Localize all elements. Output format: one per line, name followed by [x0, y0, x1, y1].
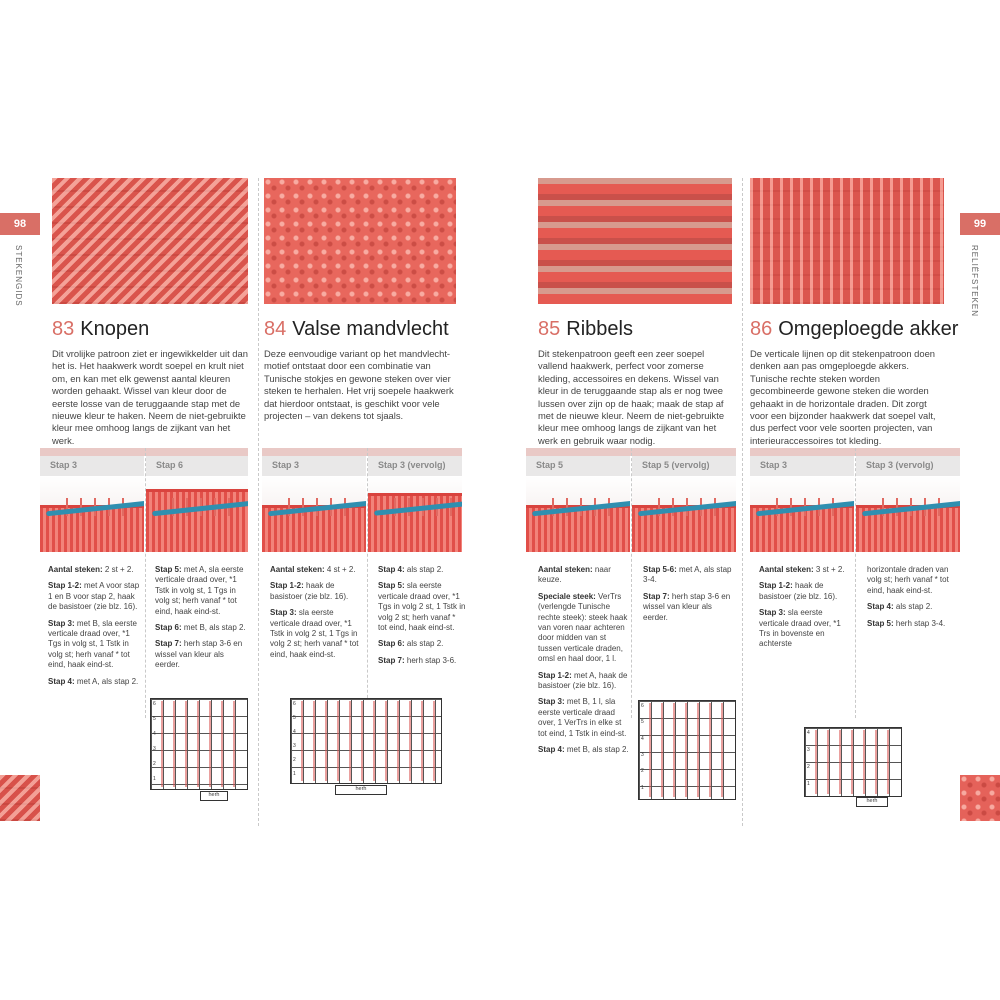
instruction-key: Stap 1-2: — [270, 581, 304, 591]
instructions — [270, 565, 364, 666]
chart-row-number: 5 — [641, 719, 644, 726]
step-photo — [146, 456, 248, 552]
instruction-key: Stap 6: — [378, 639, 405, 649]
instruction-text: met B, als stap 2. — [564, 745, 629, 755]
chart-row-number: 4 — [153, 731, 156, 737]
instruction-key: Stap 5-6: — [643, 565, 677, 574]
stitch-83-description: Dit vrolijke patroon ziet er ingewikkelder uit dan het is. Het haakwerk wordt soepel en krult niet om, en kan met elk gewenst aantal kleuren worden gehaakt. Wissel van kleur door de eerste losse van de teruggaande stap met de nieuwe kleur te haken. Neem de niet-gebruikte kleur mee omhoog langs de zijkant van het werk. — [52, 348, 248, 446]
step-photo — [262, 456, 366, 552]
instruction-line — [378, 639, 466, 649]
instruction-line — [48, 565, 142, 575]
instruction-key: Stap 4: — [538, 745, 565, 755]
instruction-text: sla eerste verticale draad over, *1 Tgs in volg 2 st, 1 Tstk in volg 2 st; herh vanaf * tot eind, haak eind-st. — [378, 581, 466, 633]
chart-row-number: 1 — [641, 784, 644, 791]
chart-row-number: 6 — [153, 701, 156, 707]
instruction-line — [538, 592, 630, 665]
stitch-86-title: 86 Omgeploegde akker — [750, 318, 959, 340]
instruction-text: 3 st + 2. — [813, 565, 845, 574]
instruction-line — [759, 581, 851, 602]
instruction-text: haak de basistoer (zie blz. 16). — [270, 581, 349, 601]
instruction-key: Aantal steken: — [538, 565, 593, 574]
step-label: Stap 3 — [50, 460, 78, 470]
instruction-line — [867, 602, 957, 612]
step-header-bar — [40, 448, 248, 456]
instruction-text: met A, sla eerste verticale draad over, *1 Tstk in volg st, 1 Tgs in volg st; herh vanaf * tot eind, haak eind-st. — [155, 565, 244, 616]
instruction-text: 4 st + 2. — [324, 565, 356, 574]
page-number-right: 99 — [960, 213, 1000, 235]
stitch-86-description: De verticale lijnen op dit stekenpatroon doen denken aan pas omgeploegde akkers. Tunische rechte steken worden gecombineerde gewone steken die worden gehaakt in de horizontale draden. Dit zorgt voor een bijzonder haakwerk dat soepel valt, dus perfect voor vele soorten projecten, van interieuraccessoires tot kleding. — [750, 348, 936, 446]
chart-row-number: 4 — [641, 735, 644, 742]
instruction-text: met A voor stap 1 en B voor stap 2, haak de basistoer (zie blz. 16). — [48, 581, 140, 612]
step-divider — [145, 448, 147, 718]
stitch-84-chart — [290, 698, 442, 784]
step-divider — [631, 448, 633, 718]
instruction-text: met A, als stap 3-4. — [643, 565, 732, 585]
stitch-84-description: Deze eenvoudige variant op het mandvlecht-motief ontstaat door een combinatie van Tunische stokjes en gewone steken over vier steken te herhalen. Het vrij soepele haakwerk dat hierdoor ontstaat, is geschikt voor vele projecten – van dekens tot sjaals. — [264, 348, 454, 422]
instruction-line — [270, 581, 364, 602]
instruction-line — [378, 565, 466, 575]
instruction-line — [759, 608, 851, 650]
instruction-key: Aantal steken: — [270, 565, 325, 574]
instruction-text: herh stap 3-6 en wissel van kleur als eerder. — [643, 591, 731, 622]
instructions — [867, 565, 957, 635]
stitch-84-title: 84 Valse mandvlecht — [264, 318, 449, 340]
instruction-line — [867, 565, 957, 596]
instruction-key: Stap 1-2: — [538, 670, 572, 680]
instruction-text: sla eerste verticale draad over, *1 Trs in bovenste en achterste — [759, 608, 841, 649]
step-divider — [367, 448, 369, 718]
instructions — [48, 565, 142, 693]
instruction-text: herh stap 3-4. — [893, 618, 946, 628]
instruction-key: Stap 7: — [378, 655, 405, 665]
step-photo — [526, 456, 630, 552]
chart-repeat-label: herh — [335, 785, 387, 795]
instruction-text: met A, als stap 2. — [74, 676, 139, 686]
instruction-text: herh stap 3-6 en wissel van kleur als eerder. — [155, 639, 243, 670]
instruction-key: Stap 7: — [643, 591, 670, 601]
stitch-85-description: Dit stekenpatroon geeft een zeer soepel vallend haakwerk, perfect voor zomerse kleding, accessoires en dekens. Wissel van kleur in de teruggaande stap als er nog twee lussen over zijn op de haak; maak de stap af met de nieuwe kleur. Neem de niet-gebruikte kleur mee omhoog langs de zijkant van het werk en gebruik waar nodig. — [538, 348, 725, 446]
instruction-text: met B, 1 l, sla eerste verticale draad over, 1 VerTrs in elke st tot eind, 1 Tstk in eind-st. — [538, 697, 627, 738]
chart-row-number: 2 — [807, 764, 810, 770]
instruction-line — [643, 565, 735, 586]
chart-row-number: 6 — [293, 701, 296, 707]
page-number-left: 98 — [0, 213, 40, 235]
step-photo — [368, 456, 462, 552]
instruction-line — [48, 581, 142, 612]
stitch-83-chart — [150, 698, 248, 790]
chart-row-number: 5 — [153, 716, 156, 722]
instruction-key: Stap 5: — [378, 581, 405, 591]
instruction-key: Stap 6: — [155, 623, 182, 633]
step-photo — [856, 456, 960, 552]
instruction-text: herh stap 3-6. — [404, 655, 457, 665]
chart-row-number: 1 — [293, 771, 296, 777]
chart-row-number: 3 — [153, 746, 156, 752]
instruction-line — [155, 639, 249, 670]
instructions — [378, 565, 466, 672]
corner-swatch — [960, 775, 1000, 821]
stitch-83-title: 83 Knopen — [52, 318, 150, 340]
stitch-86-chart — [804, 727, 902, 797]
step-label: Stap 3 — [760, 460, 788, 470]
instruction-text: 2 st + 2. — [102, 565, 134, 574]
chart-row-number: 2 — [641, 768, 644, 775]
instruction-line — [270, 565, 364, 575]
instruction-key: Stap 1-2: — [48, 581, 82, 591]
instruction-text: horizontale draden van volg st; herh vanaf * tot eind, haak eind-st. — [867, 565, 949, 595]
chart-row-number: 2 — [153, 761, 156, 767]
instruction-key: Stap 4: — [378, 565, 405, 574]
instruction-line — [48, 677, 142, 687]
instruction-line — [48, 619, 142, 671]
instruction-text: als stap 2. — [404, 639, 444, 649]
instructions — [538, 565, 630, 762]
chart-repeat-label: herh — [200, 791, 228, 801]
instruction-text: als stap 2. — [404, 565, 444, 574]
instruction-text: met B, als stap 2. — [181, 623, 246, 633]
instruction-line — [155, 623, 249, 633]
step-photo — [632, 456, 736, 552]
instruction-text: met A, haak de basistoer (zie blz. 16). — [538, 670, 628, 691]
chart-row-number: 1 — [807, 781, 810, 787]
instruction-text: als stap 2. — [893, 602, 933, 612]
instruction-line — [538, 565, 630, 586]
instruction-key: Stap 3: — [270, 608, 297, 618]
section-label-right: RELIËFSTEKEN — [970, 245, 979, 318]
column-divider — [258, 178, 260, 826]
instruction-key: Stap 3: — [48, 618, 75, 628]
chart-row-number: 1 — [153, 776, 156, 782]
instruction-text: sla eerste verticale draad over, *1 Tstk in volg 2 st, 1 Tgs in volg 2 st; herh vanaf * tot eind, haak eind-st. — [270, 608, 359, 659]
instruction-key: Aantal steken: — [48, 565, 103, 574]
instructions — [155, 565, 249, 677]
instruction-key: Stap 5: — [867, 618, 894, 628]
step-label: Stap 3 (vervolg) — [866, 460, 934, 470]
instruction-text: VerTrs (verlengde Tunische rechte steek): steek haak van voren naar achteren door midden van st tussen verticale draden, omsl en haal door, 1 l. — [538, 591, 628, 664]
instruction-key: Aantal steken: — [759, 565, 814, 574]
instruction-line — [538, 697, 630, 739]
chart-row-number: 6 — [641, 703, 644, 709]
step-photo — [750, 456, 854, 552]
instruction-line — [867, 619, 957, 629]
step-divider — [855, 448, 857, 718]
step-label: Stap 5 — [536, 460, 564, 470]
instruction-key: Stap 3: — [759, 608, 786, 618]
chart-row-number: 2 — [293, 757, 296, 763]
instruction-line — [378, 581, 466, 633]
stitch-85-chart — [638, 700, 736, 800]
instruction-line — [538, 745, 630, 755]
instruction-line — [643, 592, 735, 623]
corner-swatch — [0, 775, 40, 821]
step-label: Stap 3 (vervolg) — [378, 460, 446, 470]
column-divider — [742, 178, 744, 826]
chart-repeat-label: herh — [856, 797, 888, 807]
chart-row-number: 4 — [807, 730, 810, 736]
stitch-86-photo — [750, 178, 944, 304]
instruction-line — [538, 671, 630, 692]
step-header-bar — [262, 448, 462, 456]
step-label: Stap 5 (vervolg) — [642, 460, 710, 470]
chart-row-number: 3 — [293, 743, 296, 749]
chart-row-number: 3 — [807, 747, 810, 753]
stitch-84-photo — [264, 178, 456, 304]
instruction-line — [155, 565, 249, 617]
chart-row-number: 3 — [641, 752, 644, 758]
chart-row-number: 5 — [293, 715, 296, 721]
instruction-key: Stap 1-2: — [759, 581, 793, 591]
stitch-85-title: 85 Ribbels — [538, 318, 633, 340]
step-label: Stap 6 — [156, 460, 184, 470]
instruction-key: Stap 3: — [538, 697, 565, 707]
instruction-text: haak de basistoer (zie blz. 16). — [759, 581, 838, 601]
stitch-83-photo — [52, 178, 248, 304]
instructions — [759, 565, 851, 656]
instruction-line — [270, 608, 364, 660]
step-label: Stap 3 — [272, 460, 300, 470]
instruction-key: Stap 7: — [155, 639, 182, 649]
instruction-key: Stap 4: — [867, 602, 894, 612]
instruction-text: naar keuze. — [538, 565, 611, 585]
instruction-key: Stap 5: — [155, 565, 182, 574]
chart-row-number: 4 — [293, 729, 296, 735]
instruction-key: Stap 4: — [48, 676, 75, 686]
step-photo — [40, 456, 144, 552]
instruction-key: Speciale steek: — [538, 591, 596, 601]
stitch-85-photo — [538, 178, 732, 304]
section-label-left: STEKENGIDS — [14, 245, 23, 307]
instruction-line — [378, 656, 466, 666]
instruction-line — [759, 565, 851, 575]
instructions — [643, 565, 735, 629]
instruction-text: met B, sla eerste verticale draad over, *1 Tgs in volg st, 1 Tstk in volg st; herh vanaf * tot eind, haak eind-st. — [48, 618, 137, 670]
